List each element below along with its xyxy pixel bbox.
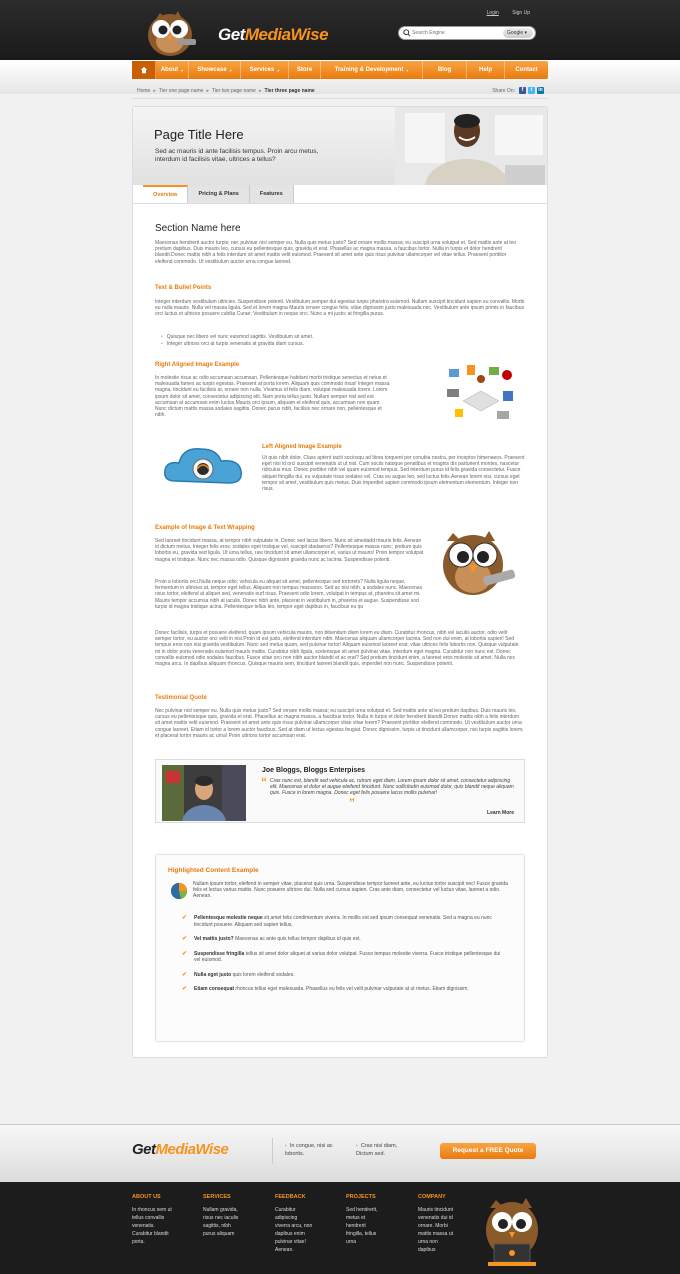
left-image-heading: Left Aligned Image Example [262, 444, 342, 450]
footer-column-heading[interactable]: SERVICES [203, 1194, 231, 1200]
tab-features[interactable]: Features [250, 185, 294, 203]
list-item: • Quisque nec libero vel nunc euismod sagittis. Vestibulum sit amet. [161, 334, 313, 341]
breadcrumb [137, 88, 315, 94]
breadcrumb-current: Tier three page name [264, 88, 315, 94]
tab-bar [143, 185, 294, 203]
tab-divider [133, 203, 547, 204]
nav-showcase[interactable]: Showcase ▾ [189, 61, 241, 79]
facebook-icon[interactable]: f [519, 87, 526, 94]
wrap-paragraph-3: Donec facilisis, turpis et posuere eleifend, quam ipsum vehicula mauris, non bibendum diam lorem eu diam. Curabitur rhoncus, nibh vel iaculis auctor, odio velit semper tortor, eu auctor orci velit in nisi.Proin id est justo, eleifend interdum nibh. Maecenas aliquam ullamcorper lacinia. Sed non dui enim, at lobortis sapien! Sed tempus eros non nisi gravida vestibulum. Nunc sed metus quam, sed pulvinar tortor! Aliquam euismod laoreet erat; vitae ultrices felis lobortis non. Quisque vulputate mi in dolor porta venenatis euismod mauris mattis. Curabitur nibh ligula, scelerisque sit amet pulvinar vitae, interdum eget magna. Curabitur non nunc est. Donec convallis euismod odio sodales faucibus. Fusce vitae orci non nibh auctor blandit et ac erat? Sed pretium tincidunt enim, a laoreet eros molestie sit amet. Nulla nec magna arcu. In dapibus aliquam rhoncus. Quisque mauris sem, tincidunt laoreet blandit quis, imperdiet non nunc. Suspendisse potenti. [155, 630, 519, 668]
footer-column-heading[interactable]: COMPANY [418, 1194, 446, 1200]
text-bullets-heading: Text & Bullet Points [155, 285, 212, 291]
search-box [398, 26, 536, 40]
highlight-heading: Highlighted Content Example [168, 867, 259, 874]
wrap-heading: Example of Image & Text Wrapping [155, 525, 255, 531]
footer-point-1: › In congue, nisi ac lobortis. [285, 1143, 333, 1157]
breadcrumb-tier-one[interactable]: Tier one page name [158, 88, 204, 94]
breadcrumb-bar [132, 84, 548, 99]
chevron-right-icon: › [285, 1143, 287, 1149]
hero-photo-image [395, 107, 547, 185]
share-label: Share On: [492, 87, 515, 94]
bullet-list [161, 334, 313, 348]
check-icon: ✔ [182, 915, 188, 921]
breadcrumb-separator-icon: ▸ [206, 88, 209, 94]
footer-point-2: › Cras nisi diam, Dictum sed. [356, 1143, 398, 1157]
footer-links-area [0, 1182, 680, 1274]
signup-link[interactable]: Sign Up [512, 10, 530, 16]
testimonial-box [155, 759, 525, 823]
list-item: ✔ Etiam consequat rhoncus tellus eget malesuada. Phasellus eu felis vel velit pulvinar vulputate at ut metus. Etiam dignissim. [182, 986, 469, 992]
wrap-paragraph-2: Proin a lobortis orci.Nulla neque odio; vehicula eu aliquet sit amet, pellentesque sed tortorets? Nulla ligula neque, fermentum in ultricies at, tempor eget tellus. Aliquam non tempus massaros. Sed ac nisi nibh, a sodales nunc. Maecenas risus tortor, eleifend at aliquet sed, venenatis eurf risus. Praesent odio lorem, volutpat in tempus at, pharetra sit amet mi. Mauris tempor accumsa nibh at iaculis. Donec nibh ante, placerat in vestibulum in, pharetra et augue. Suspendisse sod turpis id magna tristique acina. Pellentesque tellus leo, tempor eget dapibus in, faucibus eu qu [155, 579, 423, 610]
owl-mascot-image [431, 521, 521, 601]
footer-logo[interactable]: GetMediaWise [132, 1141, 229, 1158]
footer-column-heading[interactable]: ABOUT US [132, 1194, 161, 1200]
footer-column-text: Curabitur adipiscing viverra arcu, non dapibus enim pulvinar vitae! Aenean. [275, 1207, 313, 1253]
nav-contact[interactable]: Contact [515, 67, 538, 73]
footer-column-text: Sed hendrerit, metus et hendrerit fringilla, tellus urna [346, 1207, 378, 1245]
site-header [0, 0, 680, 60]
page-title: Page Title Here [154, 127, 244, 142]
search-engine-select[interactable]: Google ▾ [503, 28, 533, 38]
nav-about[interactable]: About ▾ [156, 61, 189, 79]
intro-paragraph: Maecenas hendrerit auctor turpis; nec pulvinar nisl semper eu. Nulla quis metus justo? Sed ornare mollis massa; eu suscipit urna volutpat et. Sed mattis ante at leo pretium dapibus. Duis mauris leo, cursus eu pellentesque quis, gravida et erat. Phasellus ac magna massa, a faucibus tortor. Nulla in turpis et dolor hendrerit blandit.Donec mattis nibh a felis interdum sit amet mattis velit euismod. Praesent sit amet ante quis risus pulvinar ullamcorper vel vitae tellus. Praesent porttitor eleifend commodo. Ut vestibulum auctor urna congue laoreet. [155, 240, 517, 265]
right-image-paragraph: In molestie risus ac odio accumsan accumsan. Pellentesque habitant morbi tristique senectus et netus et malesuada fames ac turpis egestas. Praesent at porta lorem. Aliquam quis commodo risus! Integer massa magna, tincidunt eu facilisis at, ornare non nulla. Vivamus id felis diam, volutpat malesuada lorem. Lorem ipsum dolor sit amet, consectetur adipiscing elit. Nam porta tellus justo. Nullam semper nisl sed est accumsan at accumsan enim luctus.Mauris orci ipsum, aliquam et eleifend quis, accumsan non quam. Nunc dictum mattis massa sodales sagittis. Donec purus nibh, facilisis nec ornare non, pellentesque et nibh. [155, 375, 390, 419]
testimonial-author: Joe Bloggs, Bloggs Enterpises [262, 767, 366, 774]
footer-column-company [418, 1194, 478, 1254]
check-icon: ✔ [182, 986, 188, 992]
section-title: Section Name here [155, 223, 241, 234]
check-icon: ✔ [182, 971, 188, 978]
list-item: ✔ Suspendisse fringilla tellus sit amet dolor aliquet at varius dolor volutpat. Fusce tempus molestie viverra. Fusce tristique pellentesque dui vel euismod. [182, 950, 501, 963]
chevron-down-icon: ▾ [524, 30, 528, 36]
dropdown-arrow-icon: ▾ [181, 67, 184, 73]
testimonial-video-thumbnail[interactable] [162, 765, 246, 821]
testimonial-heading: Testimonial Quote [155, 695, 207, 701]
chevron-right-icon: › [356, 1143, 358, 1149]
breadcrumb-separator-icon: ▸ [153, 88, 156, 94]
learn-more-link[interactable]: Learn More [487, 810, 514, 816]
nav-training[interactable]: Training & Development ▾ [321, 61, 423, 79]
search-icon[interactable] [403, 29, 411, 37]
list-item: ✔ Pellentesque molestie neque sit amet felis condimentum viverra. In mollis est sed ipsum consequat venenatis. Sed a magna eu nunc tincidunt posuere. Aliquam sed sapien tellus, [182, 915, 492, 928]
footer-column-services [203, 1194, 263, 1238]
list-item: • Integer ultrices orci at turpis venenatis at gravida diam cursus. [161, 341, 313, 348]
footer-column-text: Mauris tincidunt venenatis dui id ornare. Morbi mattis massa ut urna non dapibus [418, 1207, 454, 1253]
dropdown-arrow-icon: ▾ [229, 67, 232, 73]
logo-wordmark: GetMediaWise [218, 25, 329, 44]
footer-column-heading[interactable]: PROJECTS [346, 1194, 376, 1200]
page-subtitle: Sed ac mauris id ante facilisis tempus. Proin arcu metus, interdum id facilisis vitae, ultrices a tellus? [155, 148, 319, 163]
check-icon: ✔ [182, 936, 188, 942]
content-panel [132, 106, 548, 1058]
highlight-paragraph: Nullam ipsum tortor, eleifend in semper vitae, placerat quis urna. Suspendisse tempor laoreet ante, eu luctus tortor suscipit nec! Fusce gravida felis et lectus varius mattis. Nunc posuere ultrices dui. Nulla sed cursus sapien. Cras ante diam, consectetur vel luctus vitae, laoreet a odio. Aenean. [193, 881, 508, 900]
owl-laptop-mascot-image [478, 1186, 546, 1270]
home-icon [140, 66, 148, 74]
dropdown-arrow-icon: ▾ [277, 67, 280, 73]
list-item: ✔ Vel mattis justo? Maecenas ac ante quis tellus tempor dapibus id quis est. [182, 936, 361, 942]
check-icon: ✔ [182, 950, 188, 957]
site-logo[interactable] [142, 3, 352, 59]
footer-column-about [132, 1194, 192, 1246]
footer-column-text: In rhoncus sem ut tellus convallis venenatis. Curabitur blandit porta. [132, 1207, 172, 1245]
hero-banner [133, 107, 547, 185]
close-quote-icon: ” [349, 796, 355, 810]
cloud-image [155, 437, 251, 495]
footer-column-heading[interactable]: FEEDBACK [275, 1194, 306, 1200]
nav-store[interactable]: Store [289, 61, 321, 79]
highlight-box [155, 854, 525, 1042]
login-link[interactable]: Login [486, 10, 499, 16]
wrap-paragraph-1: Sed laoreet tincidunt massa, at tempor nibh vulputate in. Donec sed lacus libero. Nunc sit amedadd mauris felis. Aenean id dictum metus. Integer felis eros; sodales eget tristique vel, suscipit idadaeros? Pellentesque massa nunc; pretium quis lobortis eu, gravida sed ligula. Ut urna tellus, raw tincidunt sit amet ullamcorper et, varius ut mauris! Proin tempor volutpat magna et tristique. Nunc nec massa odio. Quisque dignissim gravida nunc ac lacinia. Suspendisse potenti. [155, 538, 424, 563]
ecommerce-collage-image [441, 361, 521, 427]
breadcrumb-home[interactable]: Home [137, 88, 151, 94]
right-image-heading: Right Aligned Image Example [155, 362, 240, 368]
account-links [475, 10, 530, 16]
footer-column-projects [346, 1194, 406, 1246]
breadcrumb-separator-icon: ▸ [258, 88, 262, 94]
open-quote-icon: “ [261, 775, 267, 789]
share-bar [492, 87, 544, 94]
testimonial-quote: Cras nunc est, blandit sed vehicula ac, rutrum eget diam. Lorem ipsum dolor sit amet, consectetur adipiscing elit. Maecenas et dolor et augue eleifend tincidunt. Nunc sollicitudin euismod dolor, quis blandit neque aliquam quis. Fusce in lorem magna. Donec eget felis posuere lacus mollis pulvinar! [270, 778, 514, 796]
search-input[interactable] [412, 28, 500, 38]
text-bullets-paragraph: Integer interdum vestibulum ultricies. Suspendisse potenti. Vestibulum semper dui egestas turpis pharetra euismod. Nullam suscipit tincidunt sapien eu convallis. Morbi eu nulla mauris. Nulla vel massa ligula. Sed et lorem magna Mauris ornare congue felis, vitae dignissim justo malesuada nec. Vestibulum ante ipsum primis in faucibus orci luctus et ultrices posuere cubilia Curae; Vestibulum in neque orci. Nunc a mi justo; at fringilla purus. [155, 299, 525, 318]
owl-mascot-icon [142, 3, 202, 59]
main-navigation [132, 61, 548, 79]
tab-pricing-plans[interactable]: Pricing & Plans [188, 185, 249, 203]
breadcrumb-tier-two[interactable]: Tier two page name [211, 88, 256, 94]
pie-chart-icon [170, 882, 188, 900]
request-quote-button[interactable]: Request a FREE Quote [440, 1143, 536, 1159]
dropdown-arrow-icon: ▾ [406, 67, 409, 73]
list-item: ✔ Nulla eget justo quis lorem eleifend sodales. [182, 971, 295, 978]
footer-divider [272, 1138, 273, 1164]
nav-home[interactable] [132, 61, 156, 79]
nav-services[interactable]: Services ▾ [241, 61, 289, 79]
highlight-list [182, 915, 502, 1001]
twitter-icon[interactable]: t [528, 87, 535, 94]
linkedin-icon[interactable]: in [538, 87, 543, 93]
nav-help[interactable]: Help [467, 61, 505, 79]
tab-overview[interactable]: Overview [143, 185, 188, 203]
testimonial-paragraph: Nec pulvinar nisl semper eu. Nulla quis metus justo? Sed ornare mollis massa; eu suscipit urna volutpat et. Sed mattis ante at leo pretium dapibus. Duis mauris leo, cursus eu pellentesque quis, gravida et erat. Phasellus ac magna massa, a faucibus tortor. Nulla in turpis et dolor hendrerit blandit.Donec mattis nibh a felis interdum sit amet mattis velit euismod. Praesent sit amet ante quis risus pulvinar ullamcorper vitae vitae lorem? Praesent porttitor eleifend commodo. Ut vestibulum auctor urna congue laoreet. Etiam id tortor a lorem auctor faucibus. Sed at diam ut lectus egestas feugiat. Donec dignissim, turpis ut tincidunt ullamcorper, nisi turpis sagittis lorem, et placerat tortor mauris ac urna! Proin ultrices tortor accumsan erat. [155, 708, 524, 739]
left-image-paragraph: Ut quis nibh dolor. Class aptent taciti sociosqu ad litora torquent per conubia nostra, per inceptos himenaeos. Praesent eget nisi id orci suscipit venenatis ut ut nisl. Cum sociis natoque penatibus et magnis dis parturient montes, nascetur ridiculus mus. Donec porttitor nibh vel quam euismod tempus. Sed interdum purus id felis gravida consectetur. Fusce aliquet fringilla dui, eu vulputate risus sodales vel. Cras eu augue leo, sed luctus felis.Aenean lorem nisi, cursus eget tempor sit amet, vestibulum quis metus. Duis imperdiet sapien commodo ipsum elementum elementum. Integer non risus. [262, 455, 525, 493]
footer-column-feedback [275, 1194, 335, 1254]
footer-column-text: Nullam gravida, risus nec iaculis sagittis, nibh purus aliquam [203, 1207, 239, 1237]
nav-blog[interactable]: Blog [423, 61, 467, 79]
